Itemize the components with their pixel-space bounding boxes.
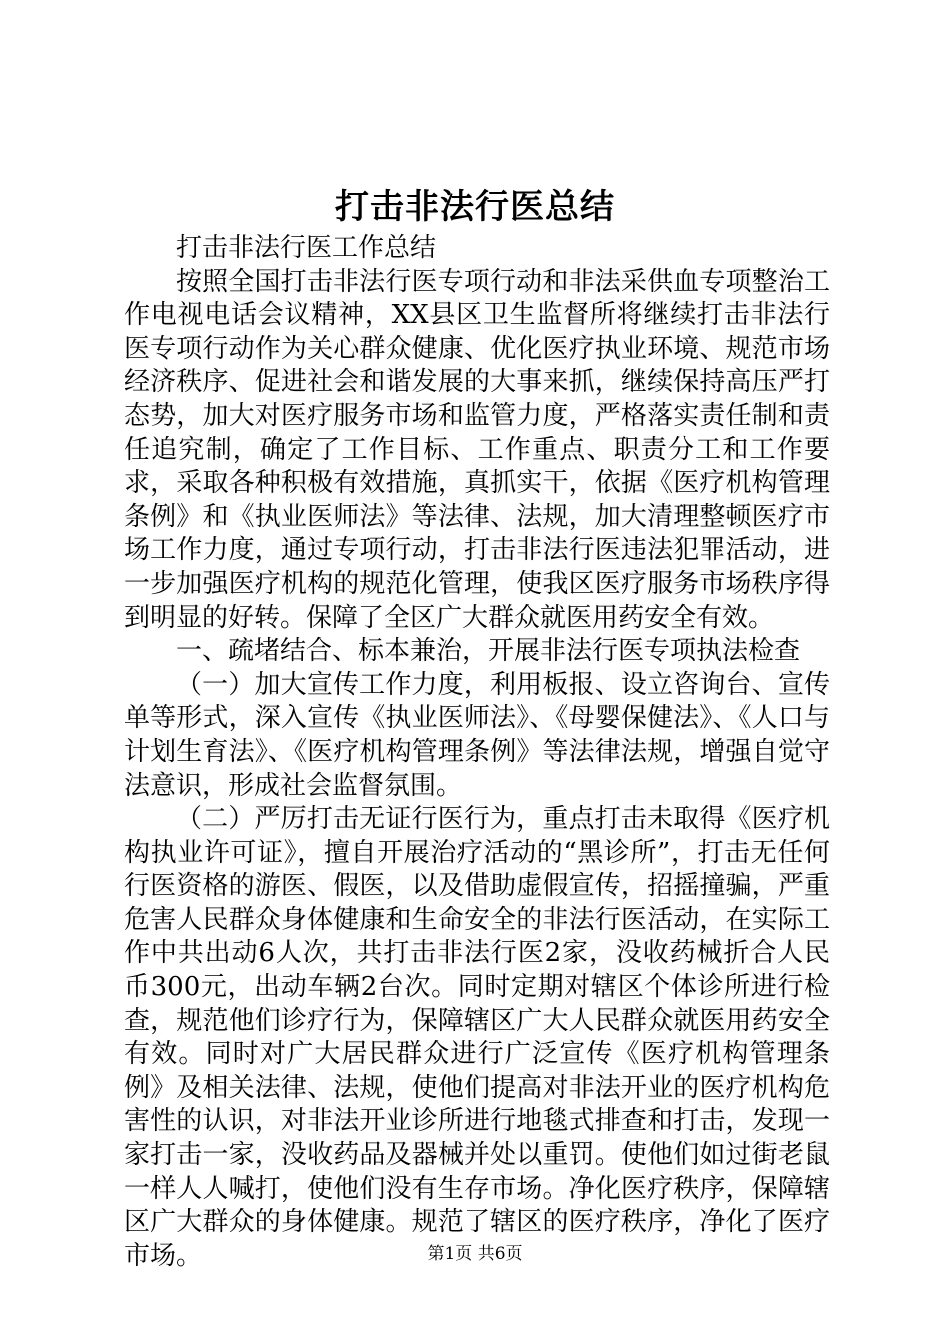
document-body — [124, 232, 830, 1273]
section-heading-1: 一、疏堵结合、标本兼治，开展非法行医专项执法检查 — [176, 636, 801, 667]
document-title: 打击非法行医总结 — [335, 187, 615, 227]
paragraph-item-1: （一）加大宣传工作力度，利用板报、设立咨询台、宣传单等形式，深入宣传《执业医师法》、《母婴保健法》、《人口与计划生育法》、《医疗机构管理条例》等法律法规，增强自觉守法意识，形成社会监督氛围。 — [124, 669, 830, 801]
paragraph-intro: 按照全国打击非法行医专项行动和非法采供血专项整治工作电视电话会议精神，XX县区卫生监督所将继续打击非法行医专项行动作为关心群众健康、优化医疗执业环境、规范市场经济秩序、促进社会和谐发展的大事来抓，继续保持高压严打态势，加大对医疗服务市场和监管力度，严格落实责任制和责任追究制，确定了工作目标、工作重点、职责分工和工作要求，采取各种积极有效措施，真抓实干，依据《医疗机构管理条例》和《执业医师法》等法律、法规，加大清理整顿医疗市场工作力度，通过专项行动，打击非法行医违法犯罪活动，进一步加强医疗机构的规范化管理，使我区医疗服务市场秩序得到明显的好转。保障了全区广大群众就医用药安全有效。 — [124, 266, 830, 633]
paragraph-item-2: （二）严厉打击无证行医行为，重点打击未取得《医疗机构执业许可证》，擅自开展治疗活动的“黑诊所”，打击无任何行医资格的游医、假医，以及借助虚假宣传，招摇撞骗，严重危害人民群众身体健康和生命安全的非法行医活动，在实际工作中共出动6人次，共打击非法行医2家，没收药械折合人民币300元，出动车辆2台次。同时定期对辖区个体诊所进行检查，规范他们诊疗行为，保障辖区广大人民群众就医用药安全有效。同时对广大居民群众进行广泛宣传《医疗机构管理条例》及相关法律、法规，使他们提高对非法开业的医疗机构危害性的认识，对非法开业诊所进行地毯式排查和打击，发现一家打击一家，没收药品及器械并处以重罚。使他们如过街老鼠一样人人喊打，使他们没有生存市场。净化医疗秩序，保障辖区广大群众的身体健康。规范了辖区的医疗秩序，净化了医疗市场。 — [124, 804, 830, 1271]
page-number: 第1页 共6页 — [427, 1244, 523, 1264]
subtitle: 打击非法行医工作总结 — [176, 233, 437, 263]
